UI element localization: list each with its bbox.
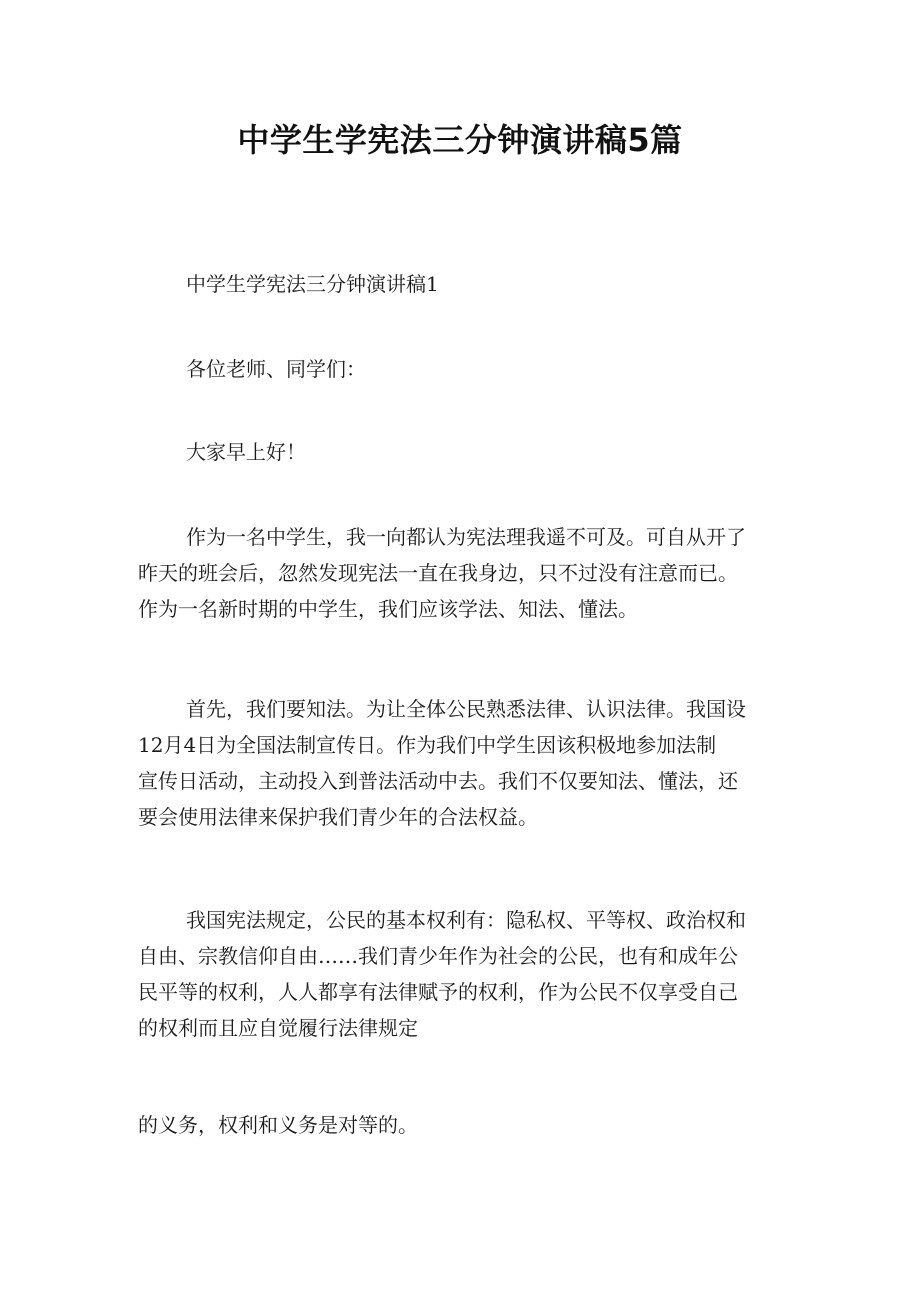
salutation-text: 大家早上好！: [186, 440, 306, 464]
paragraph-3: [138, 902, 788, 1046]
paragraph-line: 昨天的班会后，忽然发现宪法一直在我身边，只不过没有注意而已。: [138, 561, 738, 585]
paragraph-line: 要会使用法律来保护我们青少年的合法权益。: [138, 805, 538, 829]
paragraph-1: [138, 519, 788, 627]
paragraph-2: [138, 691, 788, 835]
paragraph-line: 的义务，权利和义务是对等的。: [138, 1113, 418, 1137]
paragraph-4: [138, 1107, 788, 1143]
paragraph-line: 12月4日为全国法制宣传日。作为我们中学生因该积极地参加法制: [138, 733, 717, 757]
paragraph-line: 的权利而且应自觉履行法律规定: [138, 1016, 418, 1040]
paragraph-line: 宣传日活动，主动投入到普法活动中去。我们不仅要知法、懂法，还: [138, 769, 738, 793]
paragraph-line: 民平等的权利，人人都享有法律赋予的权利，作为公民不仅享受自己: [138, 980, 738, 1004]
paragraph-line: 首先，我们要知法。为让全体公民熟悉法律、认识法律。我国设: [186, 697, 746, 721]
salutation: [138, 434, 788, 470]
paragraph-line: 自由、宗教信仰自由……我们青少年作为社会的公民，也有和成年公: [138, 944, 738, 968]
section-heading-text: 中学生学宪法三分钟演讲稿1: [186, 272, 439, 296]
paragraph-line: 作为一名中学生，我一向都认为宪法理我遥不可及。可自从开了: [186, 525, 746, 549]
paragraph-line: 我国宪法规定，公民的基本权利有：隐私权、平等权、政治权和: [186, 908, 746, 932]
greeting-text: 各位老师、同学们：: [186, 357, 366, 381]
greeting: [138, 351, 788, 387]
paragraph-line: 作为一名新时期的中学生，我们应该学法、知法、懂法。: [138, 597, 638, 621]
section-heading: [138, 266, 788, 302]
document-title: 中学生学宪法三分钟演讲稿5篇: [237, 121, 683, 159]
